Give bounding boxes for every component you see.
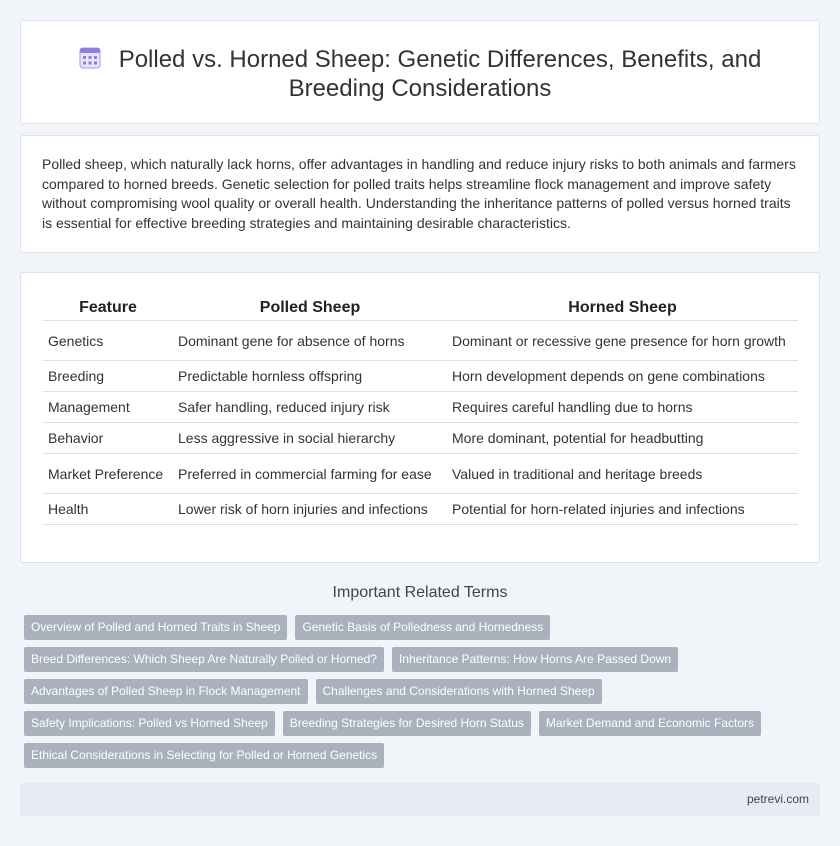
grid-icon (79, 47, 101, 69)
table-row (43, 361, 798, 392)
table-header-row (43, 297, 798, 321)
footer-site-link[interactable]: petrevi.com (746, 792, 809, 806)
title-wrap (61, 45, 779, 103)
table-cell: Dominant or recessive gene presence for horn growth (447, 321, 798, 361)
related-term-tag[interactable]: Overview of Polled and Horned Traits in Sheep (24, 615, 287, 640)
table-cell: Genetics (43, 321, 173, 361)
table-cell: Management (43, 392, 173, 423)
related-term-tag[interactable]: Challenges and Considerations with Horned Sheep (316, 679, 602, 704)
table-cell: Horn development depends on gene combinations (447, 361, 798, 392)
table-cell: Health (43, 494, 173, 525)
related-terms-title: Important Related Terms (332, 584, 508, 601)
table-row (43, 454, 798, 494)
comparison-card (20, 272, 820, 563)
related-term-tag[interactable]: Ethical Considerations in Selecting for Polled or Horned Genetics (24, 743, 384, 768)
header-feature: Feature (43, 297, 173, 321)
table-cell: Potential for horn-related injuries and infections (447, 494, 798, 525)
related-term-tag[interactable]: Market Demand and Economic Factors (539, 711, 761, 736)
table-cell: Behavior (43, 423, 173, 454)
table-cell: Safer handling, reduced injury risk (173, 392, 447, 423)
table-cell: Requires careful handling due to horns (447, 392, 798, 423)
header-polled: Polled Sheep (173, 297, 447, 321)
table-cell: Valued in traditional and heritage breeds (447, 454, 798, 494)
page-title: Polled vs. Horned Sheep: Genetic Differences, Benefits, and Breeding Considerations (118, 46, 762, 102)
table-cell: Lower risk of horn injuries and infections (173, 494, 447, 525)
footer (20, 783, 820, 816)
related-terms-list (24, 615, 804, 768)
related-term-tag[interactable]: Genetic Basis of Polledness and Hornedness (295, 615, 550, 640)
table-cell: Market Preference (43, 454, 173, 494)
table-cell: Predictable hornless offspring (173, 361, 447, 392)
table-cell: Less aggressive in social hierarchy (173, 423, 447, 454)
table-row (43, 423, 798, 454)
table-row (43, 321, 798, 361)
table-cell: More dominant, potential for headbutting (447, 423, 798, 454)
table-cell: Preferred in commercial farming for ease (173, 454, 447, 494)
intro-card (20, 135, 820, 253)
table-row (43, 392, 798, 423)
related-term-tag[interactable]: Safety Implications: Polled vs Horned Sheep (24, 711, 275, 736)
header-horned: Horned Sheep (447, 297, 798, 321)
table-cell: Breeding (43, 361, 173, 392)
table-cell: Dominant gene for absence of horns (173, 321, 447, 361)
related-term-tag[interactable]: Inheritance Patterns: How Horns Are Passed Down (392, 647, 678, 672)
related-term-tag[interactable]: Advantages of Polled Sheep in Flock Management (24, 679, 308, 704)
table-row (43, 494, 798, 525)
related-term-tag[interactable]: Breeding Strategies for Desired Horn Status (283, 711, 531, 736)
comparison-table (43, 297, 798, 525)
intro-text: Polled sheep, which naturally lack horns, offer advantages in handling and reduce injury risks to both animals and farmers compared to horned breeds. Genetic selection for polled traits helps streamline flock management and improve safety without compromising wool quality or overall health. Understanding the inheritance patterns of polled versus horned traits is essential for effective breeding strategies and maintaining desirable characteristics. (42, 156, 796, 231)
related-term-tag[interactable]: Breed Differences: Which Sheep Are Naturally Polled or Horned? (24, 647, 384, 672)
header-card (20, 20, 820, 124)
